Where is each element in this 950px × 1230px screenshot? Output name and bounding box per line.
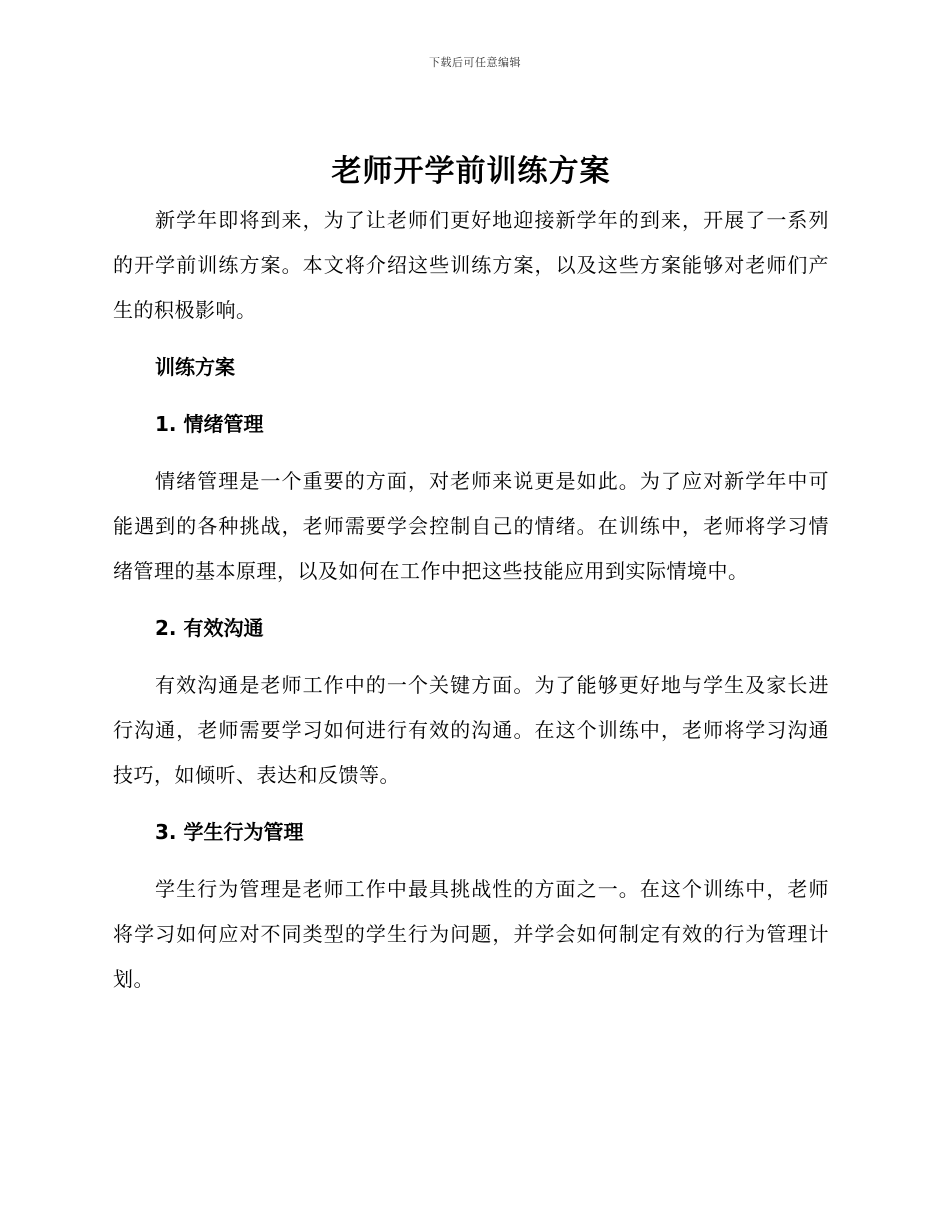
item-heading: 3. 学生行为管理 (155, 820, 304, 844)
item-heading: 2. 有效沟通 (155, 616, 264, 640)
item-heading: 1. 情绪管理 (155, 412, 264, 436)
item-paragraph: 学生行为管理是老师工作中最具挑战性的方面之一。在这个训练中，老师将学习如何应对不同类型的学生行为问题，并学会如何制定有效的行为管理计划。 (113, 877, 829, 991)
intro-paragraph: 新学年即将到来，为了让老师们更好地迎接新学年的到来，开展了一系列的开学前训练方案。本文将介绍这些训练方案，以及这些方案能够对老师们产生的积极影响。 (113, 208, 829, 322)
item-paragraph: 有效沟通是老师工作中的一个关键方面。为了能够更好地与学生及家长进行沟通，老师需要学习如何进行有效的沟通。在这个训练中，老师将学习沟通技巧，如倾听、表达和反馈等。 (113, 673, 829, 787)
page-header-note: 下载后可任意编辑 (429, 56, 521, 69)
section-heading: 训练方案 (155, 355, 235, 379)
document-title: 老师开学前训练方案 (331, 154, 611, 189)
document-body (113, 150, 829, 1002)
item-paragraph: 情绪管理是一个重要的方面，对老师来说更是如此。为了应对新学年中可能遇到的各种挑战，老师需要学会控制自己的情绪。在训练中，老师将学习情绪管理的基本原理，以及如何在工作中把这些技能应用到实际情境中。 (113, 469, 829, 583)
